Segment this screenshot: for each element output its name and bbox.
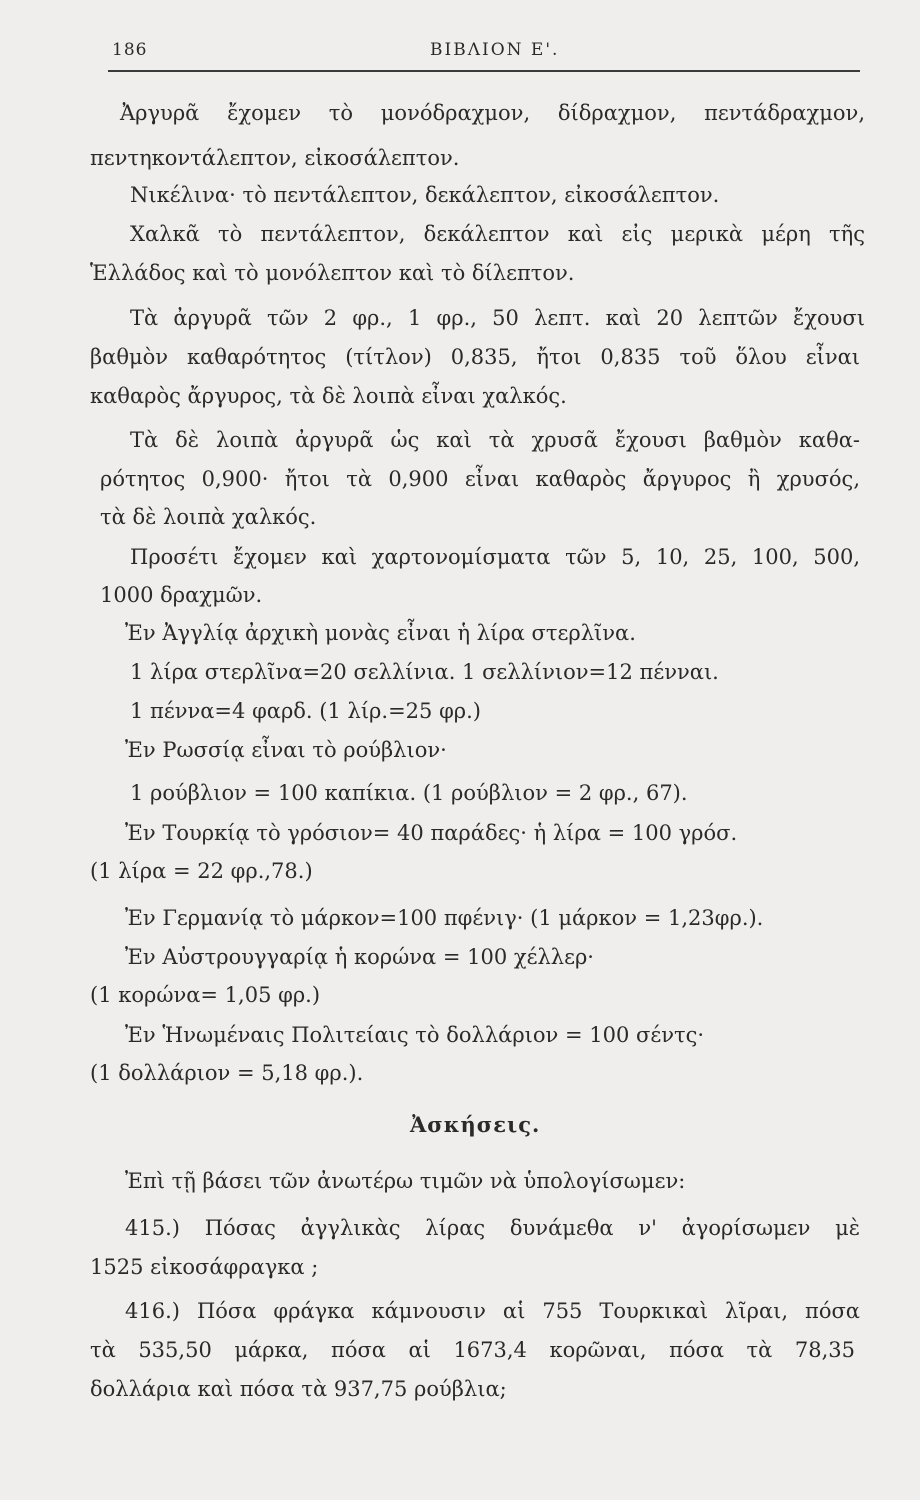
- body-line: Ἐν Ἀγγλίᾳ ἀρχικὴ μονὰς εἶναι ἡ λίρα στερλῖνα.: [125, 621, 636, 645]
- body-line: Ἐν Τουρκίᾳ τὸ γρόσιον= 40 παράδες· ἡ λίρα = 100 γρόσ.: [125, 821, 738, 845]
- body-line: πεντηκοντάλεπτον, εἰκοσάλεπτον.: [90, 146, 460, 170]
- header-rule: [108, 70, 860, 72]
- body-line: Προσέτι ἔχομεν καὶ χαρτονομίσματα τῶν 5, 10, 25, 100, 500,: [130, 545, 860, 569]
- body-line: (1 δολλάριον = 5,18 φρ.).: [90, 1061, 364, 1085]
- exercise-line: 415.) Πόσας ἀγγλικὰς λίρας δυνάμεθα ν' ἀγορίσωμεν μὲ: [125, 1216, 860, 1240]
- body-line: 1 λίρα στερλῖνα=20 σελλίνια. 1 σελλίνιον=12 πένναι.: [130, 660, 719, 684]
- body-line: Χαλκᾶ τὸ πεντάλεπτον, δεκάλεπτον καὶ εἰς μερικὰ μέρη τῆς: [130, 222, 865, 246]
- body-line: βαθμὸν καθαρότητος (τίτλον) 0,835, ἤτοι 0,835 τοῦ ὅλου εἶναι: [90, 345, 860, 369]
- body-line: Τὰ δὲ λοιπὰ ἀργυρᾶ ὡς καὶ τὰ χρυσᾶ ἔχουσι βαθμὸν καθα-: [130, 428, 860, 452]
- exercise-line: 416.) Πόσα φράγκα κάμνουσιν αἱ 755 Τουρκικαὶ λῖραι, πόσα: [125, 1299, 860, 1323]
- body-line: Τὰ ἀργυρᾶ τῶν 2 φρ., 1 φρ., 50 λεπτ. καὶ 20 λεπτῶν ἔχουσι: [130, 306, 865, 330]
- body-line: 1 ρούβλιον = 100 καπίκια. (1 ρούβλιον = 2 φρ., 67).: [130, 781, 688, 805]
- section-heading: Ἀσκήσεις.: [410, 1112, 541, 1137]
- body-line: τὰ δὲ λοιπὰ χαλκός.: [100, 505, 317, 529]
- body-line: 1 πέννα=4 φαρδ. (1 λίρ.=25 φρ.): [130, 699, 481, 723]
- body-line: Ἐν Αὐστρουγγαρίᾳ ἡ κορώνα = 100 χέλλερ·: [125, 945, 594, 969]
- body-line: Ἐν Ἡνωμέναις Πολιτείαις τὸ δολλάριον = 100 σέντς·: [125, 1023, 705, 1047]
- body-line: (1 κορώνα= 1,05 φρ.): [90, 983, 321, 1007]
- body-line: ρότητος 0,900· ἤτοι τὰ 0,900 εἶναι καθαρὸς ἄργυρος ἢ χρυσός,: [100, 467, 860, 491]
- body-line: καθαρὸς ἄργυρος, τὰ δὲ λοιπὰ εἶναι χαλκός.: [90, 384, 567, 408]
- body-line: Ἐν Ρωσσίᾳ εἶναι τὸ ρούβλιον·: [125, 738, 447, 762]
- body-line: Ἀργυρᾶ ἔχομεν τὸ μονόδραχμον, δίδραχμον, πεντάδραχμον,: [120, 101, 865, 125]
- running-head: ΒΙΒΛΙΟΝ Ε'.: [430, 40, 560, 60]
- exercise-line: τὰ 535,50 μάρκα, πόσα αἱ 1673,4 κορῶναι, πόσα τὰ 78,35: [90, 1338, 855, 1362]
- body-line: Ἑλλάδος καὶ τὸ μονόλεπτον καὶ τὸ δίλεπτον.: [90, 261, 575, 285]
- exercise-line: 1525 εἰκοσάφραγκα ;: [90, 1255, 319, 1279]
- exercise-line: δολλάρια καὶ πόσα τὰ 937,75 ρούβλια;: [90, 1377, 507, 1401]
- body-line: 1000 δραχμῶν.: [100, 583, 263, 607]
- page-number: 186: [112, 40, 148, 60]
- body-line: (1 λίρα = 22 φρ.,78.): [90, 859, 313, 883]
- body-line: Ἐν Γερμανίᾳ τὸ μάρκον=100 πφένιγ· (1 μάρκον = 1,23φρ.).: [125, 906, 764, 930]
- exercise-line: Ἐπὶ τῇ βάσει τῶν ἀνωτέρω τιμῶν νὰ ὑπολογίσωμεν:: [125, 1169, 686, 1193]
- body-line: Νικέλινα· τὸ πεντάλεπτον, δεκάλεπτον, εἰκοσάλεπτον.: [130, 183, 720, 207]
